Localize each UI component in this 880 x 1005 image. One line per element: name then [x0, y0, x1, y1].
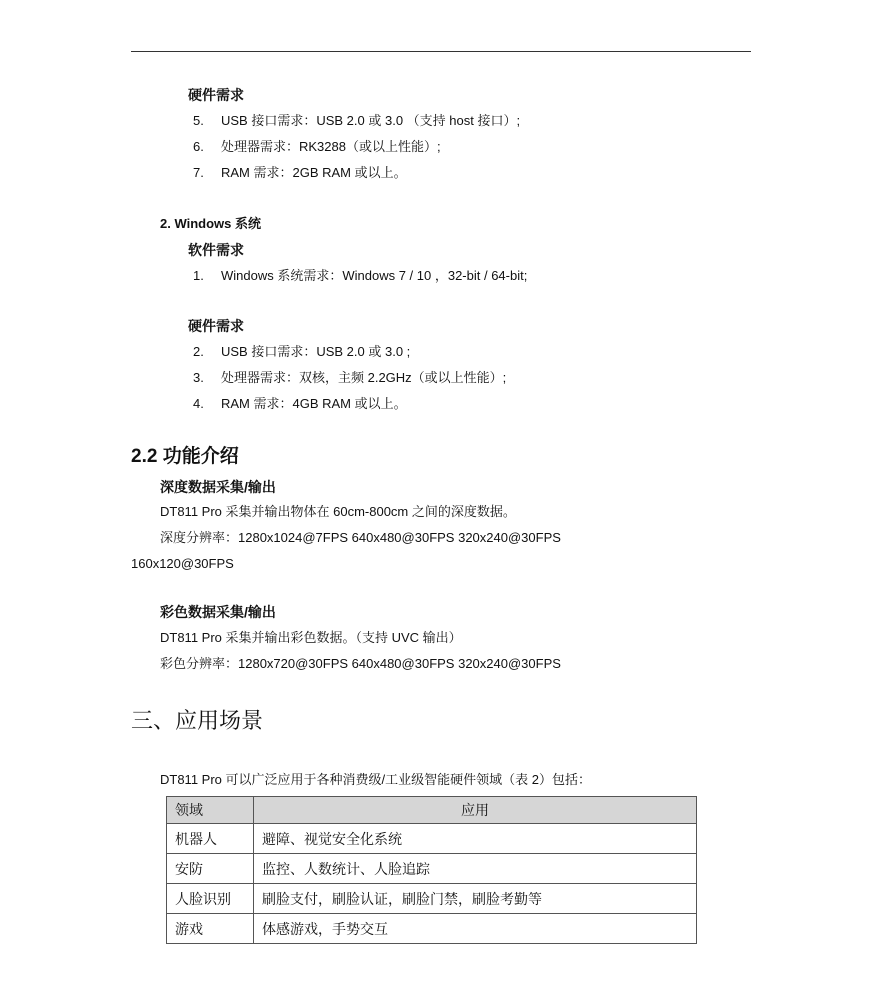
hardware-req-heading: 硬件需求 [188, 87, 244, 103]
list-item: 4. RAM 需求：4GB RAM 或以上。 [193, 396, 407, 411]
color-resolution: 彩色分辨率：1280x720@30FPS 640x480@30FPS 320x240@30FPS [160, 656, 561, 671]
table-cell: 安防 [167, 854, 254, 884]
table-cell: 避障、视觉安全化系统 [254, 824, 697, 854]
table-header-row [167, 797, 697, 824]
table-cell: 游戏 [167, 914, 254, 944]
table-cell: 人脸识别 [167, 884, 254, 914]
section-3-title: 三、应用场景 [131, 709, 264, 734]
depth-resolution: 深度分辨率：1280x1024@7FPS 640x480@30FPS 320x240@30FPS [160, 530, 561, 545]
table-row [167, 914, 697, 944]
table-cell: 监控、人数统计、人脸追踪 [254, 854, 697, 884]
table-cell: 机器人 [167, 824, 254, 854]
table-row [167, 884, 697, 914]
application-table [166, 796, 697, 944]
depth-heading: 深度数据采集/输出 [160, 479, 276, 495]
color-heading: 彩色数据采集/输出 [160, 604, 276, 620]
color-desc: DT811 Pro 采集并输出彩色数据。（支持 UVC 输出） [160, 630, 462, 645]
table-row [167, 824, 697, 854]
list-item: 3. 处理器需求：双核，主频 2.2GHz（或以上性能）; [193, 370, 507, 385]
list-item: 1. Windows 系统需求：Windows 7 / 10 ，32-bit / 64-bit; [193, 268, 528, 283]
list-item: 5. USB 接口需求：USB 2.0 或 3.0 （支持 host 接口）; [193, 113, 521, 128]
depth-resolution-cont: 160x120@30FPS [131, 556, 234, 571]
software-req-heading: 软件需求 [188, 242, 244, 258]
depth-desc: DT811 Pro 采集并输出物体在 60cm-800cm 之间的深度数据。 [160, 504, 516, 519]
table-header-cell: 应用 [254, 797, 697, 824]
hardware-req-heading: 硬件需求 [188, 318, 244, 334]
header-rule [131, 51, 751, 52]
list-item: 6. 处理器需求：RK3288（或以上性能）; [193, 139, 441, 154]
table-header-cell: 领域 [167, 797, 254, 824]
table-row [167, 854, 697, 884]
table-cell: 刷脸支付，刷脸认证，刷脸门禁，刷脸考勤等 [254, 884, 697, 914]
section-3-intro: DT811 Pro 可以广泛应用于各种消费级/工业级智能硬件领域（表 2）包括： [160, 772, 591, 787]
section-2-2-title: 2.2 功能介绍 [131, 446, 239, 467]
windows-heading: 2. Windows 系统 [160, 216, 261, 231]
list-item: 7. RAM 需求：2GB RAM 或以上。 [193, 165, 407, 180]
table-cell: 体感游戏，手势交互 [254, 914, 697, 944]
list-item: 2. USB 接口需求：USB 2.0 或 3.0 ; [193, 344, 411, 359]
